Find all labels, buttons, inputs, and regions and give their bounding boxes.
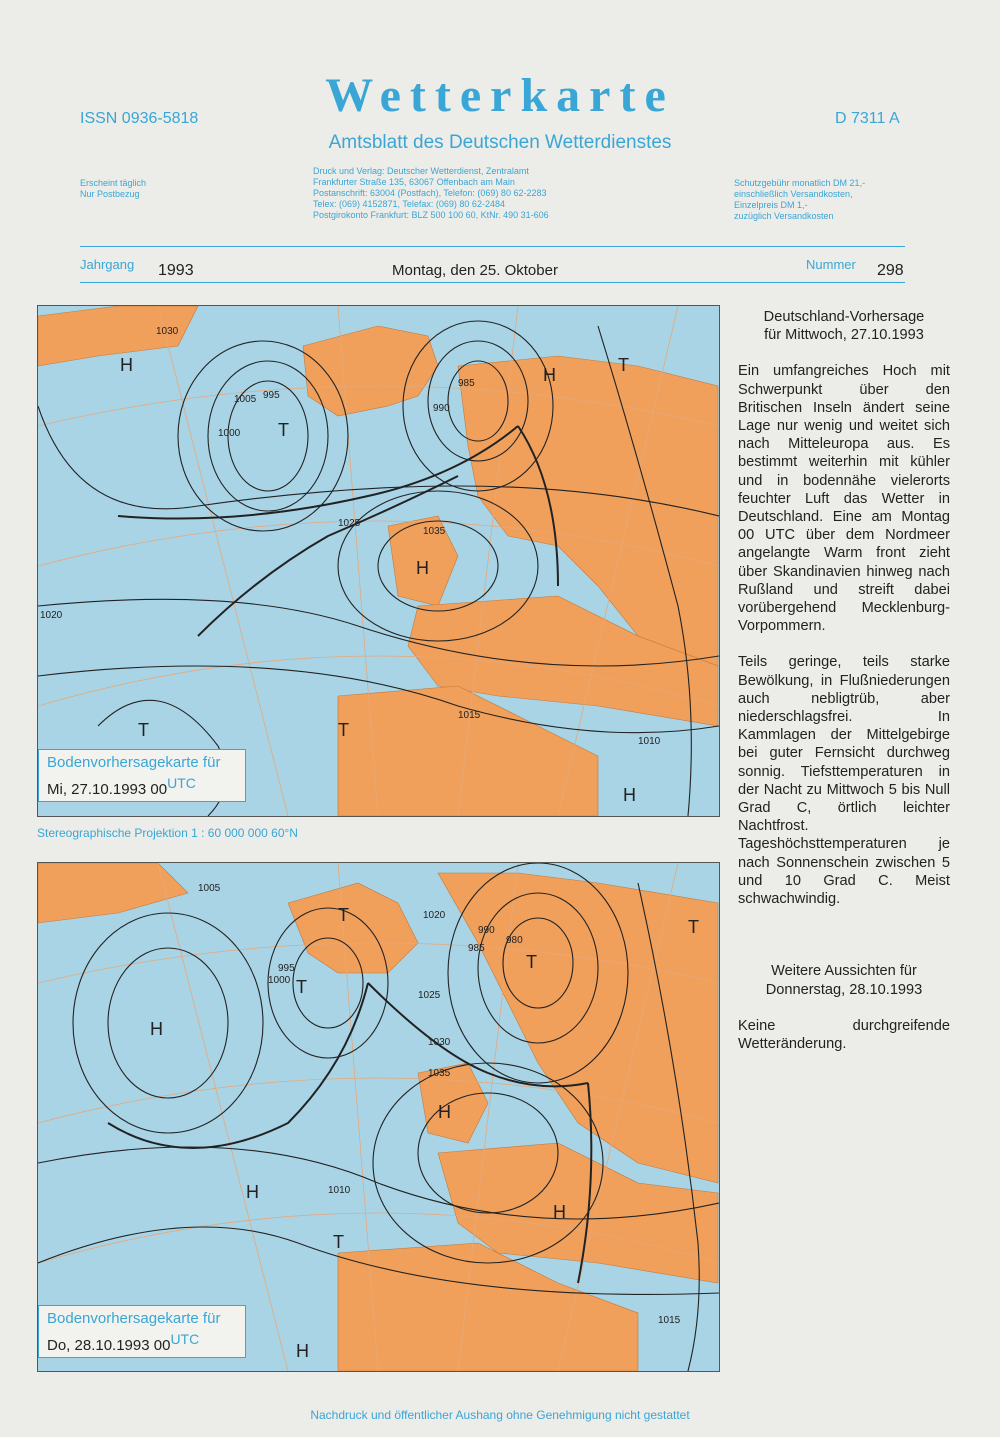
isobar-label: 990 xyxy=(433,403,450,414)
publisher-line: Frankfurter Straße 135, 63067 Offenbach am Main xyxy=(313,177,515,187)
isobar-label: 1025 xyxy=(338,518,361,529)
map-caption-utc: UTC xyxy=(170,1331,200,1347)
header-rule-bottom xyxy=(80,282,905,283)
publisher-line: Postanschrift: 63004 (Postfach), Telefon: (069) 80 62-2283 xyxy=(313,188,547,198)
jahrgang-value: 1993 xyxy=(158,262,194,279)
projection-note: Stereographische Projektion 1 : 60 000 000 60°N xyxy=(37,826,298,840)
high-pressure-mark: H xyxy=(120,355,133,375)
land-scandinavia-europe xyxy=(438,873,718,1183)
isobar-label: 985 xyxy=(458,378,475,389)
high-pressure-mark: H xyxy=(246,1182,259,1202)
issue-date: Montag, den 25. Oktober xyxy=(392,262,558,279)
high-pressure-mark: H xyxy=(296,1341,309,1361)
isobar-label: 990 xyxy=(478,925,495,936)
erscheint-line: Nur Postbezug xyxy=(80,189,140,199)
header-rule-top xyxy=(80,246,905,247)
isobar-label: 1005 xyxy=(234,394,257,405)
nummer-value: 298 xyxy=(877,262,904,279)
map-caption-date xyxy=(47,1331,242,1354)
publisher-block xyxy=(313,166,549,221)
high-pressure-mark: H xyxy=(416,558,429,578)
isobar-label: 1020 xyxy=(423,910,446,921)
low-pressure-mark: T xyxy=(296,977,307,997)
low-pressure-mark: T xyxy=(618,355,629,375)
footer-note: Nachdruck und öffentlicher Aushang ohne Genehmigung nicht gestattet xyxy=(310,1408,690,1422)
low-pressure-mark: T xyxy=(338,720,349,740)
forecast-map-wednesday xyxy=(37,305,720,817)
isobar-label: 1035 xyxy=(423,526,446,537)
map-caption-datetime: Mi, 27.10.1993 00 xyxy=(47,781,168,798)
page-subtitle: Amtsblatt des Deutschen Wetterdienstes xyxy=(328,132,672,153)
map-caption-datetime: Do, 28.10.1993 00 xyxy=(47,1337,171,1354)
isobar-label: 1025 xyxy=(418,990,441,1001)
low-pressure-mark: T xyxy=(278,420,289,440)
erscheint-line: Erscheint täglich xyxy=(80,178,147,188)
land-iceland-region xyxy=(303,326,438,416)
price-line: Einzelpreis DM 1,- xyxy=(734,200,808,210)
isobar-label: 985 xyxy=(468,943,485,954)
high-pressure-mark: H xyxy=(623,785,636,805)
high-pressure-mark: H xyxy=(553,1202,566,1222)
publisher-line: Telex: (069) 4152871, Telefax: (069) 80 62-2484 xyxy=(313,199,505,209)
outlook-heading-date: Donnerstag, 28.10.1993 xyxy=(765,981,923,998)
price-line: zuzüglich Versandkosten xyxy=(734,211,834,221)
low-pressure-mark: T xyxy=(338,905,349,925)
low-pressure-mark: T xyxy=(526,952,537,972)
forecast-map-thursday xyxy=(37,862,720,1372)
high-pressure-mark: H xyxy=(543,365,556,385)
issn: ISSN 0936-5818 xyxy=(80,110,199,127)
land-south-europe xyxy=(338,686,598,816)
isobar-label: 995 xyxy=(263,390,280,401)
isobar-label: 1015 xyxy=(458,710,481,721)
map-caption xyxy=(38,749,246,802)
publisher-line: Druck und Verlag: Deutscher Wetterdienst, Zentralamt xyxy=(313,166,529,176)
price-line: einschließlich Versandkosten, xyxy=(734,189,853,199)
low-pressure-mark: T xyxy=(333,1232,344,1252)
weather-map-graphic xyxy=(38,306,719,816)
map-caption-date xyxy=(47,775,242,798)
cold-front xyxy=(108,983,368,1148)
jahrgang-label: Jahrgang xyxy=(80,257,135,272)
outlook-paragraph: Keine durchgreifende Wetteränderung. xyxy=(738,1017,950,1052)
price-line: Schutzgebühr monatlich DM 21,- xyxy=(734,178,866,188)
isobar-label: 1020 xyxy=(40,610,63,621)
forecast-text-column xyxy=(738,308,950,1053)
price-block xyxy=(734,178,865,222)
publication-code: D 7311 A xyxy=(835,110,900,127)
isobar-label: 1000 xyxy=(268,975,291,986)
isobar-label: 1030 xyxy=(156,326,179,337)
map-caption-title: Bodenvorhersagekarte für xyxy=(47,754,221,771)
isobar-label: 995 xyxy=(278,963,295,974)
low-pressure-mark: T xyxy=(138,720,149,740)
isobar-label: 1000 xyxy=(218,428,241,439)
outlook-heading: Weitere Aussichten für xyxy=(771,963,917,980)
high-pressure-mark: H xyxy=(150,1019,163,1039)
low-pressure-mark: T xyxy=(688,917,699,937)
map-caption-utc: UTC xyxy=(167,775,196,791)
isobar-label: 1005 xyxy=(198,883,221,894)
isobar-label: 1015 xyxy=(658,1315,681,1326)
isobar-label: 980 xyxy=(506,935,523,946)
publisher-line: Postgirokonto Frankfurt: BLZ 500 100 60, KtNr. 490 31-606 xyxy=(313,210,549,220)
forecast-heading-date: für Mittwoch, 27.10.1993 xyxy=(764,327,924,344)
isobar-label: 1030 xyxy=(428,1037,451,1048)
land-iceland-region xyxy=(288,883,418,973)
erscheint-block xyxy=(80,178,146,200)
high-pressure-mark: H xyxy=(438,1102,451,1122)
nummer-label: Nummer xyxy=(806,257,856,272)
forecast-paragraph: Teils geringe, teils starke Bewölkung, in Flußniederungen auch nebligtrüb, aber niederschlagsfrei. In Kammlagen der Mittelgebirge bei guter Fernsicht durchweg sonnig. Tiefsttemperaturen in der Nacht zu Mittwoch 5 bis Null Grad C, örtlich leichter Nachtfrost. Tageshöchsttemperaturen je nach Sonnenschein zwischen 5 und 10 Grad C. Meist schwachwindig. xyxy=(738,654,950,908)
map-caption-title: Bodenvorhersagekarte für xyxy=(47,1310,221,1327)
isobar-label: 1035 xyxy=(428,1068,451,1079)
forecast-heading: Deutschland-Vorhersage xyxy=(763,309,925,325)
forecast-paragraph: Ein umfangreiches Hoch mit Schwerpunkt über den Britischen Inseln ändert seine Lage nur wenig und weitet sich nach Mitteleuropa aus. Es bestimmt weiterhin mit kühler und in bodennähe vielerorts feuchter Luft das Wetter in Deutschland. Eine am Montag 00 UTC über dem Nordmeer angelangte Warm front zieht über Skandinavien hinweg nach Rußland und streift dabei vorübergehend Mecklenburg-Vorpommern. xyxy=(738,363,950,635)
isobar-label: 1010 xyxy=(328,1185,351,1196)
page-title: Wetterkarte xyxy=(325,69,675,122)
map-caption xyxy=(38,1305,246,1358)
weather-map-graphic xyxy=(38,863,719,1371)
isobar-label: 1010 xyxy=(638,736,661,747)
